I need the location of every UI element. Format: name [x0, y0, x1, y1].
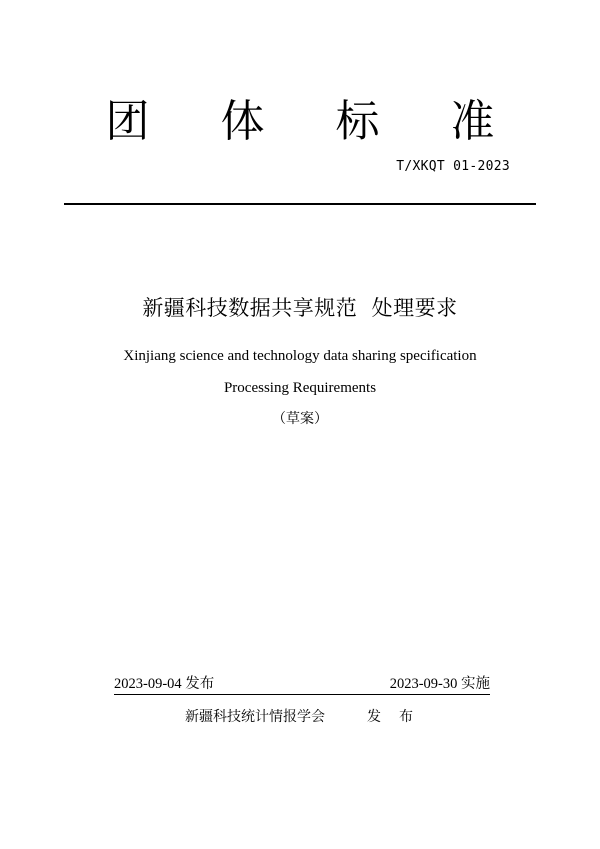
date-line — [114, 674, 490, 695]
publisher-name: 新疆科技统计情报学会 — [185, 709, 325, 725]
doc-type-char: 团 — [105, 96, 150, 147]
header-divider — [64, 203, 536, 205]
implementation-date: 2023-09-30 实施 — [389, 676, 490, 692]
standard-number: T/XKQT 01-2023 — [396, 159, 510, 174]
english-title-line-1: Xinjiang science and technology data sharing specification — [123, 348, 477, 364]
document-type-heading — [0, 92, 600, 152]
draft-label: （草案） — [272, 411, 328, 427]
publish-label: 发布 — [367, 709, 431, 725]
doc-type-char: 标 — [335, 96, 380, 147]
doc-type-char: 体 — [220, 96, 265, 147]
doc-type-char: 准 — [450, 96, 495, 147]
chinese-title: 新疆科技数据共享规范 处理要求 — [142, 296, 458, 320]
english-title-line-2: Processing Requirements — [223, 380, 377, 396]
release-date: 2023-09-04 发布 — [114, 676, 215, 692]
